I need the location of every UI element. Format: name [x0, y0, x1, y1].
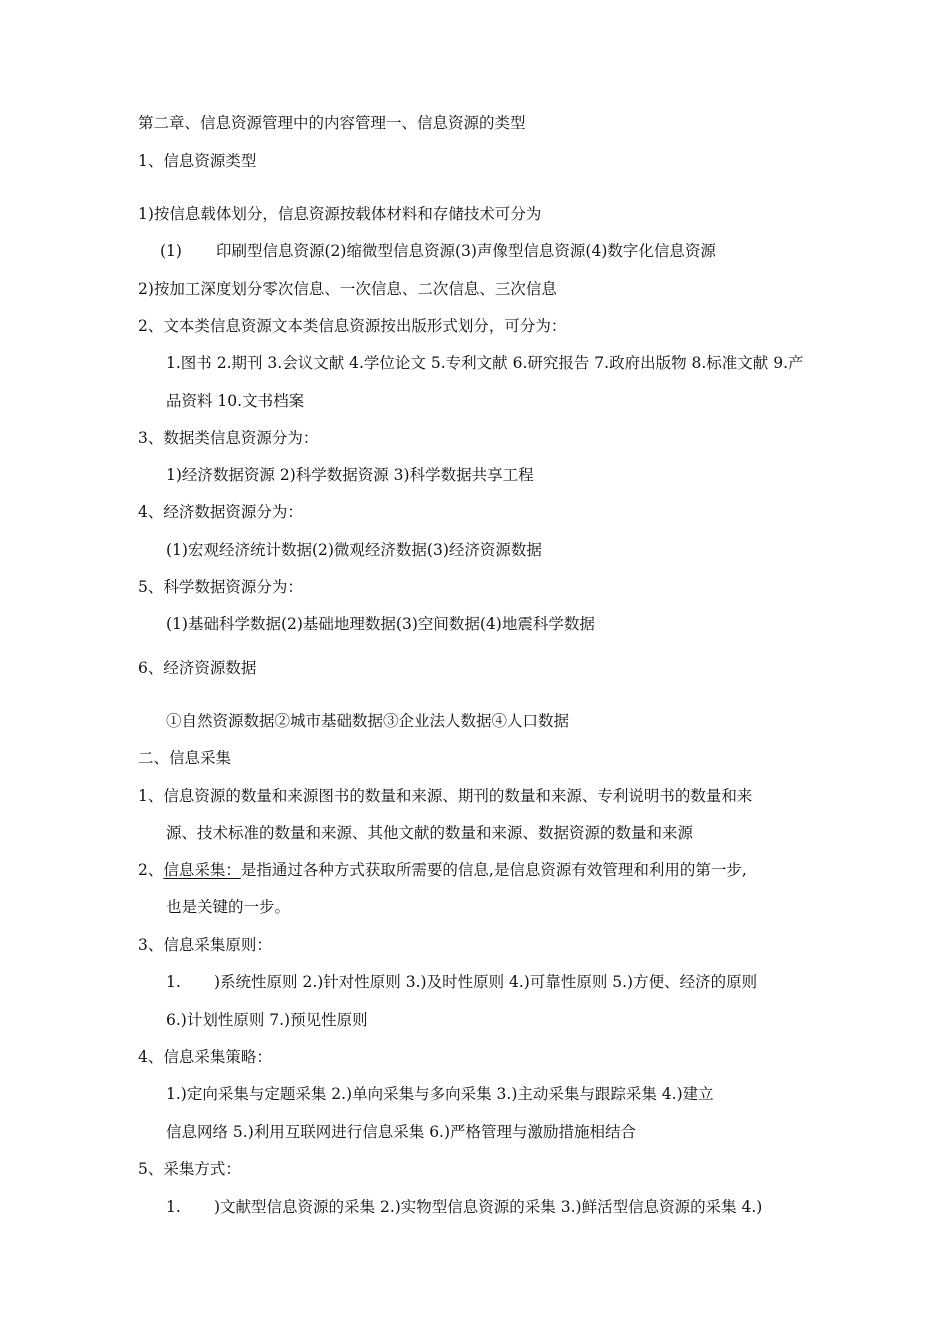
data-types: 1)经济数据资源 2)科学数据资源 3)科学数据共享工程: [166, 466, 534, 484]
section-heading-6: 6、经济资源数据: [138, 659, 257, 677]
text-types-line1: 1.图书 2.期刊 3.会议文献 4.学位论文 5.专利文献 6.研究报告 7.政府出版物 8.标准文献 9.产: [166, 354, 804, 372]
section-heading-1: 1、信息资源类型: [138, 152, 257, 170]
principles-line1: )系统性原则 2.)针对性原则 3.)及时性原则 4.)可靠性原则 5.)方便、经济的原则: [214, 973, 758, 991]
paragraph-depth: 2)按加工深度划分零次信息、一次信息、二次信息、三次信息: [138, 280, 557, 298]
defined-term: 信息采集：: [163, 861, 241, 879]
collection-point5-heading: 5、采集方式：: [138, 1160, 241, 1178]
section-heading-3: 3、数据类信息资源分为：: [138, 429, 319, 447]
list-number: (1): [160, 242, 182, 260]
carrier-types: 印刷型信息资源(2)缩微型信息资源(3)声像型信息资源(4)数字化信息资源: [216, 242, 716, 260]
collection-point4-heading: 4、信息采集策略：: [138, 1048, 272, 1066]
list-number: 1.: [166, 1198, 181, 1216]
section-heading-5: 5、科学数据资源分为：: [138, 578, 303, 596]
definition-text: 是指通过各种方式获取所需要的信息,是信息资源有效管理和利用的第一步,: [240, 861, 747, 879]
collection-point2-line2: 也是关键的一步。: [166, 898, 291, 916]
collection-point3-heading: 3、信息采集原则：: [138, 936, 272, 954]
collection-point1-line1: 1、信息资源的数量和来源图书的数量和来源、期刊的数量和来源、专利说明书的数量和来: [138, 787, 753, 805]
strategies-line1: 1.)定向采集与定题采集 2.)单向采集与多向采集 3.)主动采集与跟踪采集 4.)建立: [166, 1085, 714, 1103]
collection-point2-line1: [138, 860, 747, 880]
section-heading-4: 4、经济数据资源分为：: [138, 503, 303, 521]
paragraph-carrier: 1)按信息载体划分，信息资源按载体材料和存储技术可分为: [138, 205, 542, 223]
principles-line2: 6.)计划性原则 7.)预见性原则: [166, 1011, 368, 1029]
economic-resource-types: ①自然资源数据②城市基础数据③企业法人数据④人口数据: [166, 712, 570, 730]
science-data-types: (1)基础科学数据(2)基础地理数据(3)空间数据(4)地震科学数据: [166, 615, 595, 633]
strategies-line2: 信息网络 5.)利用互联网进行信息采集 6.)严格管理与激励措施相结合: [166, 1123, 637, 1141]
methods-line1: )文献型信息资源的采集 2.)实物型信息资源的采集 3.)鲜活型信息资源的采集 4.): [214, 1198, 763, 1216]
text-types-line2: 品资料 10.文书档案: [166, 392, 305, 410]
chapter-title: 第二章、信息资源管理中的内容管理一、信息资源的类型: [138, 114, 526, 132]
economic-data-types: (1)宏观经济统计数据(2)微观经济数据(3)经济资源数据: [166, 541, 542, 559]
section-heading-2: 2、文本类信息资源文本类信息资源按出版形式划分，可分为：: [138, 317, 567, 335]
list-number: 1.: [166, 973, 181, 991]
part-two-heading: 二、信息采集: [138, 749, 232, 767]
point-prefix: 2、: [138, 861, 164, 879]
collection-point1-line2: 源、技术标准的数量和来源、其他文献的数量和来源、数据资源的数量和来源: [166, 824, 694, 842]
